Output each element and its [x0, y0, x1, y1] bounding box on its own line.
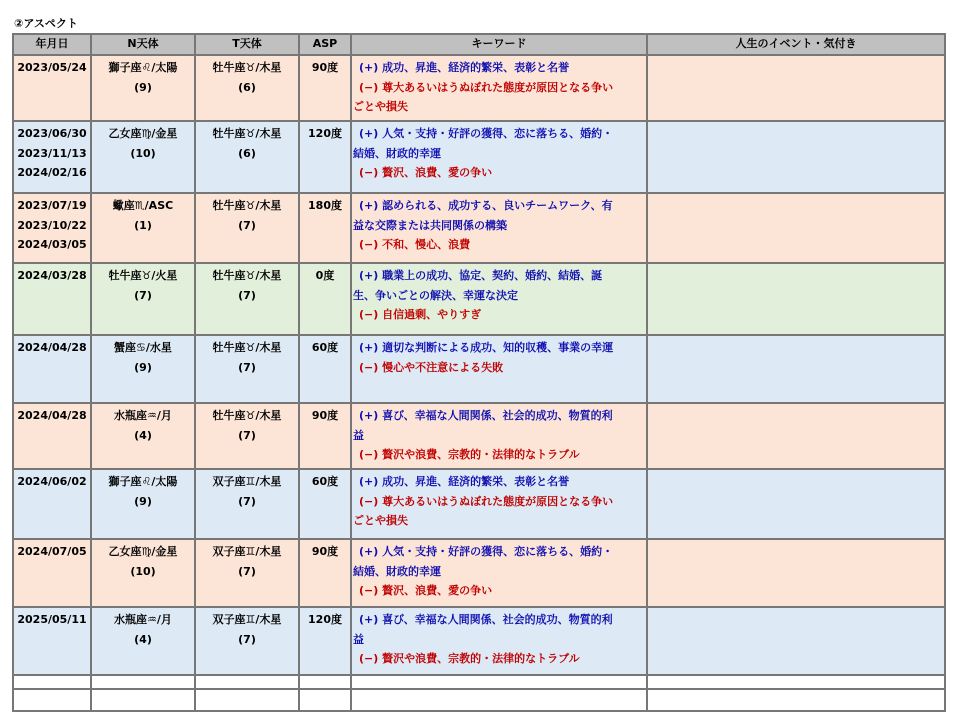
cell-transit — [195, 335, 299, 403]
transit-value: (7) — [238, 288, 256, 302]
cell-event[interactable] — [647, 607, 945, 675]
cell-asp: 90度 — [299, 55, 351, 121]
empty-cell[interactable] — [195, 675, 299, 689]
natal-value: (10) — [130, 146, 156, 160]
keyword-positive: 益 — [353, 428, 364, 442]
cell-event[interactable] — [647, 469, 945, 539]
cell-natal — [91, 335, 195, 403]
keyword-negative: (−) 尊大あるいはうぬぼれた態度が原因となる争い — [359, 80, 614, 94]
keyword-negative: (−) 贅沢や浪費、宗教的・法律的なトラブル — [359, 652, 580, 665]
transit-value: (7) — [238, 494, 256, 508]
empty-cell[interactable] — [13, 675, 91, 689]
cell-transit — [195, 403, 299, 469]
cell-transit — [195, 193, 299, 263]
empty-cell[interactable] — [91, 675, 195, 689]
keyword-positive: (+) 成功、昇進、経済的繁栄、表彰と名誉 — [359, 61, 570, 74]
keyword-negative: (−) 慢心や不注意による失敗 — [359, 360, 504, 374]
empty-cell[interactable] — [195, 689, 299, 711]
cell-natal — [91, 193, 195, 263]
natal-value: (1) — [134, 218, 152, 232]
keyword-positive: (+) 職業上の成功、協定、契約、婚約、結婚、誕 — [359, 269, 603, 282]
cell-date — [13, 469, 91, 539]
table-row — [13, 469, 945, 539]
keyword-positive: (+) 人気・支持・好評の獲得、恋に落ちる、婚約・ — [359, 545, 614, 558]
cell-transit — [195, 55, 299, 121]
transit-value: 双子座♊/木星 — [212, 545, 282, 558]
transit-value: (7) — [238, 218, 256, 232]
cell-asp: 120度 — [299, 121, 351, 193]
section-title: ②アスペクト — [14, 17, 78, 30]
date-value: 2023/05/24 — [17, 61, 87, 74]
cell-natal — [91, 539, 195, 607]
cell-event[interactable] — [647, 193, 945, 263]
cell-event[interactable] — [647, 539, 945, 607]
cell-asp: 60度 — [299, 335, 351, 403]
empty-cell[interactable] — [351, 689, 647, 711]
cell-keyword — [351, 121, 647, 193]
keyword-negative: (−) 贅沢、浪費、愛の争い — [359, 166, 493, 179]
cell-natal — [91, 403, 195, 469]
transit-value: 双子座♊/木星 — [212, 475, 282, 488]
keyword-negative: (−) 尊大あるいはうぬぼれた態度が原因となる争い — [359, 494, 614, 508]
header-row — [13, 34, 945, 55]
natal-value: 蟹座♋/水星 — [114, 341, 172, 354]
cell-keyword — [351, 263, 647, 335]
cell-date — [13, 403, 91, 469]
transit-value: (7) — [238, 428, 256, 442]
table-row — [13, 121, 945, 193]
empty-cell[interactable] — [299, 675, 351, 689]
cell-event[interactable] — [647, 335, 945, 403]
empty-cell[interactable] — [299, 689, 351, 711]
empty-cell[interactable] — [647, 689, 945, 711]
cell-transit — [195, 539, 299, 607]
date-value: 2023/10/22 — [17, 218, 87, 232]
cell-date — [13, 607, 91, 675]
transit-value: 牡牛座♉/木星 — [212, 199, 282, 212]
date-value: 2024/02/16 — [17, 166, 87, 179]
keyword-negative: (−) 自信過剰、やりすぎ — [359, 308, 482, 321]
natal-value: 獅子座♌/太陽 — [108, 61, 178, 74]
cell-natal — [91, 607, 195, 675]
natal-value: 水瓶座♒/月 — [114, 613, 172, 626]
header-asp: ASP — [299, 34, 351, 55]
transit-value: 牡牛座♉/木星 — [212, 269, 282, 282]
keyword-positive: 益な交際または共同関係の構築 — [353, 218, 507, 232]
cell-natal — [91, 121, 195, 193]
table-row — [13, 263, 945, 335]
empty-row — [13, 675, 945, 689]
natal-value: 獅子座♌/太陽 — [108, 475, 178, 488]
cell-transit — [195, 121, 299, 193]
natal-value: 乙女座♍/金星 — [108, 127, 178, 140]
cell-date — [13, 263, 91, 335]
cell-transit — [195, 263, 299, 335]
date-value: 2024/07/05 — [17, 545, 87, 558]
empty-cell[interactable] — [91, 689, 195, 711]
cell-event[interactable] — [647, 55, 945, 121]
cell-date — [13, 193, 91, 263]
keyword-positive: 結婚、財政的幸運 — [353, 564, 441, 578]
header-keyword: キーワード — [351, 34, 647, 55]
date-value: 2024/06/02 — [17, 475, 87, 488]
transit-value: 牡牛座♉/木星 — [212, 127, 282, 140]
cell-keyword — [351, 469, 647, 539]
keyword-positive: (+) 適切な判断による成功、知的収穫、事業の幸運 — [359, 341, 614, 354]
cell-asp: 90度 — [299, 403, 351, 469]
cell-asp: 90度 — [299, 539, 351, 607]
date-value: 2024/04/28 — [17, 409, 87, 422]
date-value: 2024/04/28 — [17, 341, 87, 354]
keyword-negative: (−) 贅沢や浪費、宗教的・法律的なトラブル — [359, 448, 580, 461]
natal-value: 水瓶座♒/月 — [114, 409, 172, 422]
transit-value: 双子座♊/木星 — [212, 613, 282, 626]
table-row — [13, 335, 945, 403]
keyword-negative: ごとや損失 — [353, 514, 408, 527]
table-row — [13, 607, 945, 675]
keyword-negative: ごとや損失 — [353, 100, 408, 113]
keyword-positive: (+) 成功、昇進、経済的繁栄、表彰と名誉 — [359, 475, 570, 488]
cell-transit — [195, 469, 299, 539]
transit-value: (6) — [238, 80, 256, 94]
keyword-positive: 益 — [353, 632, 364, 646]
natal-value: 牡牛座♉/火星 — [108, 269, 178, 282]
header-event: 人生のイベント・気付き — [647, 34, 945, 55]
keyword-positive: 結婚、財政的幸運 — [353, 146, 441, 160]
cell-natal — [91, 55, 195, 121]
table-row — [13, 539, 945, 607]
date-value: 2023/07/19 — [17, 199, 87, 212]
cell-asp: 60度 — [299, 469, 351, 539]
cell-date — [13, 335, 91, 403]
cell-keyword — [351, 539, 647, 607]
natal-value: (9) — [134, 494, 152, 508]
cell-keyword — [351, 403, 647, 469]
cell-keyword — [351, 193, 647, 263]
cell-asp: 180度 — [299, 193, 351, 263]
natal-value: (10) — [130, 564, 156, 578]
transit-value: (7) — [238, 360, 256, 374]
transit-value: 牡牛座♉/木星 — [212, 409, 282, 422]
keyword-negative: (−) 不和、慢心、浪費 — [359, 238, 471, 251]
date-value: 2024/03/05 — [17, 238, 87, 251]
keyword-positive: (+) 喜び、幸福な人間関係、社会的成功、物質的利 — [359, 409, 613, 422]
natal-value: (9) — [134, 80, 152, 94]
transit-value: (7) — [238, 564, 256, 578]
cell-date — [13, 539, 91, 607]
keyword-positive: (+) 喜び、幸福な人間関係、社会的成功、物質的利 — [359, 613, 613, 626]
cell-date — [13, 121, 91, 193]
keyword-positive: 生、争いごとの解決、幸運な決定 — [353, 288, 518, 302]
keyword-negative: (−) 贅沢、浪費、愛の争い — [359, 584, 493, 597]
table-row — [13, 193, 945, 263]
cell-keyword — [351, 55, 647, 121]
keyword-positive: (+) 認められる、成功する、良いチームワーク、有 — [359, 199, 613, 212]
cell-keyword — [351, 607, 647, 675]
header-natal: N天体 — [91, 34, 195, 55]
header-date: 年月日 — [13, 34, 91, 55]
natal-value: 蠍座♏/ASC — [112, 199, 174, 212]
date-value: 2025/05/11 — [17, 613, 87, 626]
cell-asp: 0度 — [299, 263, 351, 335]
date-value: 2024/03/28 — [17, 269, 87, 282]
cell-keyword — [351, 335, 647, 403]
empty-cell[interactable] — [647, 675, 945, 689]
empty-cell[interactable] — [351, 675, 647, 689]
transit-value: (7) — [238, 632, 256, 646]
date-value: 2023/06/30 — [17, 127, 87, 140]
date-value: 2023/11/13 — [17, 146, 87, 160]
aspect-table — [12, 33, 946, 712]
natal-value: (4) — [134, 632, 152, 646]
natal-value: 乙女座♍/金星 — [108, 545, 178, 558]
cell-asp: 120度 — [299, 607, 351, 675]
natal-value: (4) — [134, 428, 152, 442]
empty-cell[interactable] — [13, 689, 91, 711]
cell-natal — [91, 469, 195, 539]
cell-event[interactable] — [647, 403, 945, 469]
table-row — [13, 55, 945, 121]
transit-value: (6) — [238, 146, 256, 160]
cell-event[interactable] — [647, 121, 945, 193]
transit-value: 牡牛座♉/木星 — [212, 341, 282, 354]
header-transit: T天体 — [195, 34, 299, 55]
table-row — [13, 403, 945, 469]
keyword-positive: (+) 人気・支持・好評の獲得、恋に落ちる、婚約・ — [359, 127, 614, 140]
cell-transit — [195, 607, 299, 675]
cell-natal — [91, 263, 195, 335]
cell-event[interactable] — [647, 263, 945, 335]
empty-row — [13, 689, 945, 711]
cell-date — [13, 55, 91, 121]
natal-value: (7) — [134, 288, 152, 302]
natal-value: (9) — [134, 360, 152, 374]
transit-value: 牡牛座♉/木星 — [212, 61, 282, 74]
